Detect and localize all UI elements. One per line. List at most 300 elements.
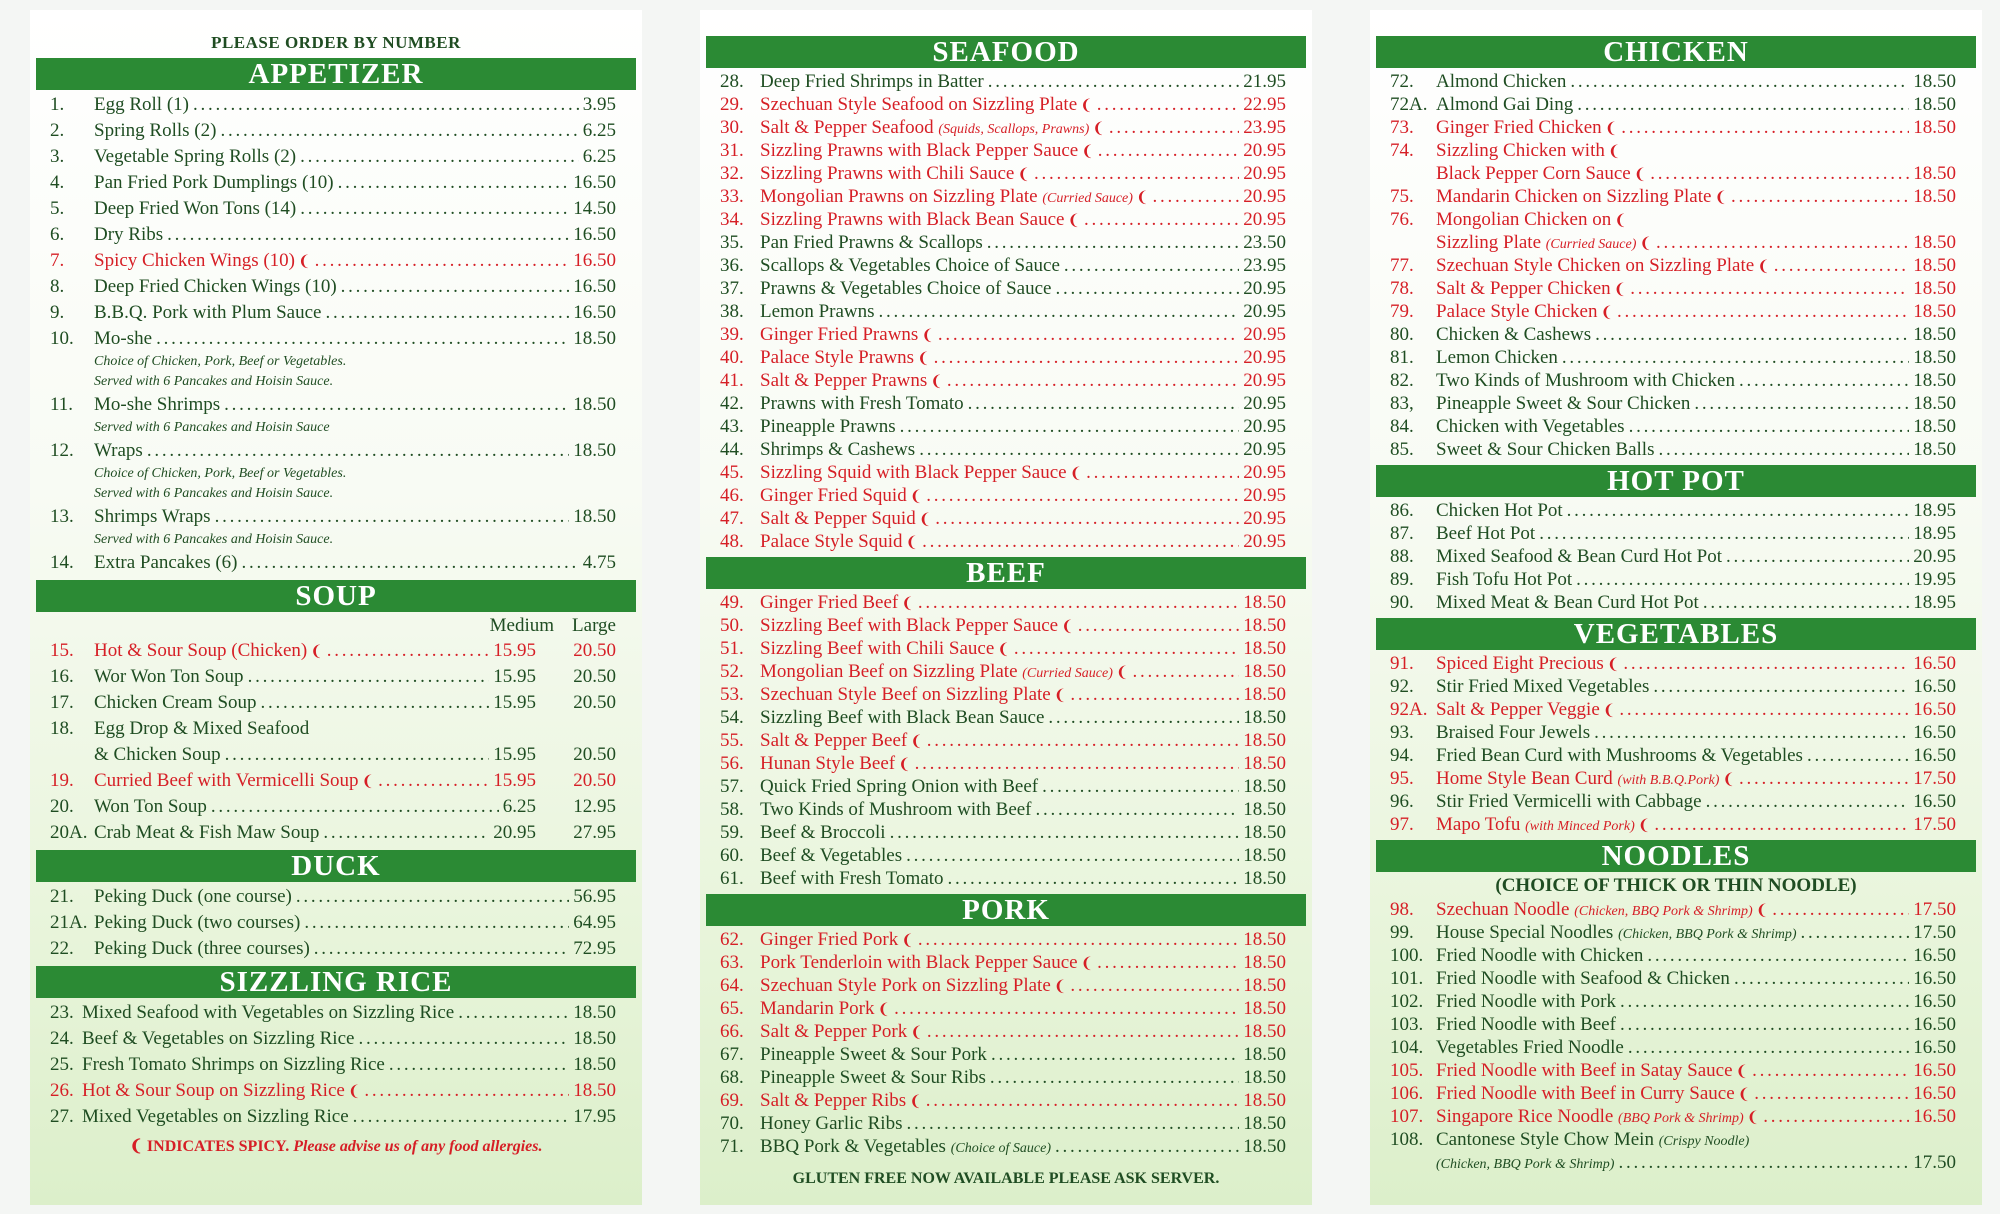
- chili-pepper-icon: ❨: [1614, 213, 1627, 229]
- item-name: Szechuan Style Beef on Sizzling Plate: [760, 684, 1051, 705]
- leader-dots: [211, 794, 499, 820]
- chili-pepper-icon: ❨: [1115, 665, 1129, 681]
- menu-item: [720, 162, 1286, 185]
- menu-item: [50, 768, 616, 794]
- leader-dots: [1628, 1036, 1909, 1059]
- item-number: 86.: [1390, 500, 1414, 521]
- leader-dots: [220, 118, 578, 144]
- item-name: Fried Bean Curd with Mushrooms & Vegetables: [1436, 745, 1803, 766]
- item-number: 87.: [1390, 523, 1414, 544]
- chili-pepper-icon: ❨: [1604, 121, 1618, 137]
- item-name: Home Style Bean Curd: [1436, 768, 1613, 789]
- menu-item: [1390, 277, 1956, 300]
- item-name: Wor Won Ton Soup: [94, 666, 244, 687]
- item-number: 8.: [50, 276, 65, 297]
- item-name: Beef & Vegetables: [760, 845, 903, 866]
- item-number: 42.: [720, 393, 744, 414]
- chili-pepper-icon: ❨: [1069, 466, 1083, 482]
- item-name: Sizzling Squid with Black Pepper Sauce: [760, 462, 1067, 483]
- section-title-appetizer: APPETIZER: [36, 58, 636, 90]
- item-name-wrap: [760, 729, 923, 752]
- menu-item: [1390, 116, 1956, 139]
- menu-item: [50, 170, 616, 196]
- item-name: Cantonese Style Chow Mein: [1436, 1129, 1654, 1150]
- leader-dots: [225, 742, 490, 768]
- item-number: 64.: [720, 975, 744, 996]
- item-name-wrap: [94, 300, 321, 326]
- item-number: 39.: [720, 324, 744, 345]
- item-name: Salt & Pepper Seafood: [760, 117, 934, 138]
- menu-item: [1390, 1128, 1956, 1151]
- item-number: 21A.: [50, 912, 88, 933]
- price-medium: 15.95: [493, 744, 536, 765]
- item-name-wrap: [82, 1104, 349, 1130]
- item-name: House Special Noodles: [1436, 922, 1614, 943]
- item-name: Pork Tenderloin with Black Pepper Sauce: [760, 952, 1078, 973]
- seafood-list: [706, 70, 1306, 553]
- item-name: Fried Noodle with Beef in Curry Sauce: [1436, 1083, 1735, 1104]
- item-price: 16.50: [1913, 968, 1956, 989]
- chili-pepper-icon: ❨: [1735, 1064, 1749, 1080]
- item-price: 23.95: [1243, 117, 1286, 138]
- chili-pepper-icon: ❨: [129, 1138, 143, 1155]
- item-name-wrap: [760, 93, 1093, 116]
- menu-item: [720, 93, 1286, 116]
- item-price: 18.50: [1243, 661, 1286, 682]
- chili-pepper-icon: ❨: [910, 1025, 923, 1041]
- item-name-wrap: [94, 768, 374, 794]
- item-name-wrap: [1436, 346, 1558, 369]
- item-name: Deep Fried Shrimps in Batter: [760, 71, 984, 92]
- item-name: Fried Noodle with Beef: [1436, 1014, 1616, 1035]
- item-name-wrap: [94, 392, 220, 418]
- menu-item: [720, 116, 1286, 139]
- item-number: 94.: [1390, 745, 1414, 766]
- section-title-noodles: NOODLES: [1376, 840, 1976, 872]
- item-name-wrap: [760, 484, 922, 507]
- item-price: 18.50: [1913, 416, 1956, 437]
- item-name-wrap: [760, 369, 943, 392]
- item-name: Chicken Cream Soup: [94, 692, 257, 713]
- item-name-wrap: [760, 867, 944, 890]
- item-price: 16.50: [1913, 1060, 1956, 1081]
- item-number: 58.: [720, 799, 744, 820]
- item-price: 18.50: [1243, 975, 1286, 996]
- item-name: Sizzling Chicken with: [1436, 140, 1605, 161]
- item-price: 18.50: [1913, 347, 1956, 368]
- menu-item: [50, 300, 616, 326]
- item-price: 18.50: [1243, 868, 1286, 889]
- item-price: 16.50: [573, 250, 616, 271]
- item-name-wrap: [94, 326, 152, 352]
- item-name-wrap: [94, 504, 211, 530]
- item-price: 18.50: [573, 1028, 616, 1049]
- menu-item: [720, 821, 1286, 844]
- leader-dots: [1618, 1151, 1909, 1174]
- menu-item: [720, 591, 1286, 614]
- item-price: 18.50: [1913, 324, 1956, 345]
- menu-item: [720, 867, 1286, 890]
- item-number: 57.: [720, 776, 744, 797]
- item-name: Mongolian Prawns on Sizzling Plate: [760, 186, 1038, 207]
- menu-item: [1390, 70, 1956, 93]
- item-price: 20.95: [1243, 347, 1286, 368]
- menu-item: [1390, 323, 1956, 346]
- leader-dots: [1754, 1082, 1909, 1105]
- item-price: 20.95: [1243, 140, 1286, 161]
- item-name-wrap: [94, 118, 216, 144]
- chili-pepper-icon: ❨: [901, 933, 914, 949]
- item-name: Pineapple Sweet & Sour Chicken: [1436, 393, 1691, 414]
- soup-large-label: Large: [572, 615, 616, 636]
- menu-item: [720, 951, 1286, 974]
- chili-pepper-icon: ❨: [1737, 1087, 1751, 1103]
- item-name-wrap: [1436, 369, 1735, 392]
- menu-item: [50, 504, 616, 530]
- item-price: 16.50: [1913, 722, 1956, 743]
- item-name: Two Kinds of Mushroom with Beef: [760, 799, 1032, 820]
- leader-dots: [300, 196, 569, 222]
- item-name: Salt & Pepper Ribs: [760, 1090, 907, 1111]
- leader-dots: [1654, 813, 1909, 836]
- leader-dots: [300, 144, 579, 170]
- item-number: 81.: [1390, 347, 1414, 368]
- item-name: Fried Noodle with Seafood & Chicken: [1436, 968, 1730, 989]
- item-number: 25.: [50, 1054, 74, 1075]
- item-number: 6.: [50, 224, 65, 245]
- beef-list: [706, 591, 1306, 890]
- item-number: 62.: [720, 929, 744, 950]
- item-note: (Curried Sauce): [1545, 237, 1637, 252]
- item-number: 65.: [720, 998, 744, 1019]
- item-name: Salt & Pepper Prawns: [760, 370, 928, 391]
- item-number: 88.: [1390, 546, 1414, 567]
- item-number: 90.: [1390, 592, 1414, 613]
- leader-dots: [1656, 231, 1909, 254]
- item-name-wrap: [94, 248, 311, 274]
- item-description: Served with 6 Pancakes and Hoisin Sauce: [94, 420, 330, 435]
- item-number: 60.: [720, 845, 744, 866]
- section-title-beef: BEEF: [706, 557, 1306, 589]
- item-number: 7.: [50, 250, 65, 271]
- item-name: Sweet & Sour Chicken Balls: [1436, 439, 1655, 460]
- item-name: Shrimps Wraps: [94, 506, 211, 527]
- item-name: Palace Style Squid: [760, 531, 903, 552]
- chili-pepper-icon: ❨: [1080, 956, 1094, 972]
- item-name-wrap: [1436, 231, 1652, 254]
- menu-item: [1390, 438, 1956, 461]
- menu-item: [720, 683, 1286, 706]
- item-number: 95.: [1390, 768, 1414, 789]
- item-price: 19.95: [1913, 569, 1956, 590]
- item-number: 97.: [1390, 814, 1414, 835]
- item-price: 16.50: [573, 172, 616, 193]
- price-large: 27.95: [573, 822, 616, 843]
- item-name-wrap: [1436, 522, 1535, 545]
- chili-pepper-icon: ❨: [1722, 772, 1735, 788]
- price-large: 20.50: [573, 640, 616, 661]
- item-price: 16.50: [1913, 791, 1956, 812]
- leader-dots: [1153, 185, 1240, 208]
- menu-item: [50, 1078, 616, 1104]
- item-price: 18.50: [573, 328, 616, 349]
- menu-item: [1390, 545, 1956, 568]
- item-price: 18.95: [1913, 592, 1956, 613]
- item-name: Two Kinds of Mushroom with Chicken: [1436, 370, 1735, 391]
- price-medium: 6.25: [502, 796, 536, 817]
- menu-item: [1390, 898, 1956, 921]
- item-name-wrap: [1436, 1105, 1759, 1128]
- leader-dots: [927, 729, 1239, 752]
- leader-dots: [315, 248, 570, 274]
- item-number: 69.: [720, 1090, 744, 1111]
- item-price: 20.95: [1243, 485, 1286, 506]
- chili-pepper-icon: ❨: [1639, 236, 1652, 252]
- leader-dots: [915, 752, 1240, 775]
- price-large: 20.50: [573, 770, 616, 791]
- item-name: Palace Style Prawns: [760, 347, 915, 368]
- item-name: Sizzling Prawns with Chili Sauce: [760, 163, 1015, 184]
- menu-item: [1390, 499, 1956, 522]
- item-price: 16.50: [1913, 945, 1956, 966]
- item-name: Prawns & Vegetables Choice of Sauce: [760, 278, 1052, 299]
- item-price: 18.50: [1243, 952, 1286, 973]
- leader-dots: [242, 550, 579, 576]
- item-price: 18.50: [1243, 799, 1286, 820]
- item-name-wrap: [94, 936, 310, 962]
- chili-pepper-icon: ❨: [997, 642, 1010, 658]
- item-name: Stir Fried Vermicelli with Cabbage: [1436, 791, 1702, 812]
- leader-dots: [1650, 162, 1909, 185]
- item-name-wrap: [1436, 790, 1702, 813]
- noodles-list: [1376, 898, 1976, 1174]
- item-number: 101.: [1390, 968, 1424, 989]
- item-number: 4.: [50, 172, 65, 193]
- chili-pepper-icon: ❨: [298, 254, 311, 270]
- item-number: 34.: [720, 209, 744, 230]
- menu-item: [1390, 162, 1956, 185]
- item-price: 18.50: [573, 1002, 616, 1023]
- item-name-wrap: [760, 162, 1030, 185]
- item-price: 18.50: [1913, 71, 1956, 92]
- item-number: 85.: [1390, 439, 1414, 460]
- leader-dots: [918, 591, 1239, 614]
- leader-dots: [1620, 1013, 1909, 1036]
- menu-item: [50, 222, 616, 248]
- item-description: Served with 6 Pancakes and Hoisin Sauce.: [94, 374, 334, 389]
- leader-dots: [879, 300, 1240, 323]
- menu-item: [720, 208, 1286, 231]
- item-price: 18.50: [1913, 186, 1956, 207]
- leader-dots: [926, 1089, 1239, 1112]
- leader-dots: [938, 323, 1239, 346]
- menu-item: [720, 438, 1286, 461]
- menu-item: [720, 660, 1286, 683]
- item-price: 18.50: [1243, 730, 1286, 751]
- menu-item: [50, 664, 616, 690]
- item-name-wrap: [1436, 675, 1649, 698]
- item-name: Fresh Tomato Shrimps on Sizzling Rice: [82, 1054, 385, 1075]
- item-number: 77.: [1390, 255, 1414, 276]
- item-name-wrap: [94, 884, 292, 910]
- leader-dots: [1807, 744, 1909, 767]
- item-name: Mapo Tofu: [1436, 814, 1521, 835]
- item-number: 23.: [50, 1002, 74, 1023]
- item-price: 18.50: [573, 394, 616, 415]
- item-name: Pineapple Sweet & Sour Ribs: [760, 1067, 986, 1088]
- item-name: Hot & Sour Soup on Sizzling Rice: [82, 1080, 345, 1101]
- item-name-wrap: [760, 1112, 902, 1135]
- item-name-wrap: [760, 530, 918, 553]
- item-price: 17.50: [1913, 768, 1956, 789]
- section-title-chicken: CHICKEN: [1376, 36, 1976, 68]
- leader-dots: [1752, 1059, 1909, 1082]
- leader-dots: [1619, 698, 1909, 721]
- item-number: 9.: [50, 302, 65, 323]
- item-number: 38.: [720, 301, 744, 322]
- item-name-wrap: [94, 550, 238, 576]
- menu-item: [720, 637, 1286, 660]
- item-name-wrap: [760, 277, 1051, 300]
- item-name-wrap: [1436, 898, 1768, 921]
- chili-pepper-icon: ❨: [1053, 979, 1067, 995]
- leader-dots: [156, 326, 569, 352]
- item-name-wrap: [1436, 208, 1627, 231]
- item-price: 18.95: [1913, 500, 1956, 521]
- chili-pepper-icon: ❨: [1053, 688, 1067, 704]
- menu-item: [720, 775, 1286, 798]
- item-price: 14.50: [573, 198, 616, 219]
- item-name: Mixed Vegetables on Sizzling Rice: [82, 1106, 349, 1127]
- item-name-wrap: [1436, 591, 1699, 614]
- chili-pepper-icon: ❨: [1757, 259, 1770, 275]
- item-note: (Curried Sauce): [1022, 666, 1113, 681]
- item-price: 20.95: [1243, 416, 1286, 437]
- leader-dots: [378, 768, 489, 794]
- price-medium: 15.95: [493, 640, 536, 661]
- item-name: Mixed Meat & Bean Curd Hot Pot: [1436, 592, 1699, 613]
- vegetables-list: [1376, 652, 1976, 836]
- item-name-wrap: [1436, 990, 1616, 1013]
- item-name: Stir Fried Mixed Vegetables: [1436, 676, 1650, 697]
- item-name: Spiced Eight Precious: [1436, 653, 1604, 674]
- item-number: 50.: [720, 615, 744, 636]
- leader-dots: [1034, 162, 1239, 185]
- menu-item: [720, 928, 1286, 951]
- item-name-wrap: [760, 1066, 986, 1089]
- item-name-wrap: [760, 614, 1074, 637]
- item-name: Mongolian Beef on Sizzling Plate: [760, 661, 1018, 682]
- item-name: Mixed Seafood & Bean Curd Hot Pot: [1436, 546, 1723, 567]
- chili-pepper-icon: ❨: [921, 328, 934, 344]
- leader-dots: [1070, 974, 1239, 997]
- item-price: 64.95: [573, 912, 616, 933]
- appetizer-list: [36, 92, 636, 576]
- item-number: 19.: [50, 770, 74, 791]
- item-name: Crab Meat & Fish Maw Soup: [94, 822, 320, 843]
- item-number: 104.: [1390, 1037, 1424, 1058]
- leader-dots: [948, 867, 1240, 890]
- item-name-wrap: [760, 928, 914, 951]
- item-price: 16.50: [573, 276, 616, 297]
- item-price: 18.50: [1243, 1021, 1286, 1042]
- item-price: 4.75: [582, 552, 616, 573]
- menu-column-3: [1376, 32, 1976, 1174]
- menu-item: [1390, 522, 1956, 545]
- leader-dots: [1097, 951, 1239, 974]
- leader-dots: [926, 484, 1239, 507]
- item-number: 5.: [50, 198, 65, 219]
- item-name: Mo-she: [94, 328, 153, 349]
- menu-item: [1390, 698, 1956, 721]
- item-price: 18.50: [573, 506, 616, 527]
- item-number: 73.: [1390, 117, 1414, 138]
- chili-pepper-icon: ❨: [1135, 190, 1149, 206]
- item-number: 99.: [1390, 922, 1414, 943]
- menu-item: [1390, 1105, 1956, 1128]
- item-price: 18.50: [1913, 232, 1956, 253]
- menu-item: [1390, 254, 1956, 277]
- menu-item: [720, 706, 1286, 729]
- item-price: 20.95: [1243, 186, 1286, 207]
- item-name-wrap: [1436, 813, 1650, 836]
- leader-dots: [1576, 568, 1909, 591]
- item-name: Egg Roll (1): [94, 94, 189, 115]
- item-number: 70.: [720, 1113, 744, 1134]
- leader-dots: [341, 274, 570, 300]
- item-name: Deep Fried Won Tons (14): [94, 198, 297, 219]
- leader-dots: [987, 231, 1240, 254]
- item-price: 18.50: [1243, 929, 1286, 950]
- item-number: 80.: [1390, 324, 1414, 345]
- item-price: 20.95: [1243, 370, 1286, 391]
- item-number: 28.: [720, 71, 744, 92]
- item-number: 26.: [50, 1080, 74, 1101]
- item-name: Chicken with Vegetables: [1436, 416, 1625, 437]
- item-name-wrap: [760, 300, 875, 323]
- gluten-free-note: GLUTEN FREE NOW AVAILABLE PLEASE ASK SERVER.: [792, 1170, 1220, 1187]
- chili-pepper-icon: ❨: [930, 374, 943, 390]
- menu-item: [720, 277, 1286, 300]
- item-name-wrap: [760, 637, 1010, 660]
- item-name-wrap: [94, 742, 221, 768]
- chili-pepper-icon: ❨: [918, 512, 932, 528]
- leader-dots: [389, 1052, 569, 1078]
- menu-item: [720, 530, 1286, 553]
- item-price: 20.95: [1243, 393, 1286, 414]
- item-price: 16.50: [1913, 1083, 1956, 1104]
- chili-pepper-icon: ❨: [1017, 167, 1030, 183]
- menu-item: [720, 752, 1286, 775]
- item-name: Egg Drop & Mixed Seafood: [94, 718, 310, 739]
- item-name: Ginger Fried Pork: [760, 929, 899, 950]
- item-name-wrap: [1436, 1082, 1750, 1105]
- section-title-soup: SOUP: [36, 580, 636, 612]
- item-name-wrap: [94, 910, 300, 936]
- menu-item: [1390, 652, 1956, 675]
- item-number: 20.: [50, 796, 74, 817]
- leader-dots: [1064, 254, 1239, 277]
- item-price: 18.50: [1243, 638, 1286, 659]
- chili-pepper-icon: ❨: [909, 1094, 922, 1110]
- item-number: 89.: [1390, 569, 1414, 590]
- item-price: 17.50: [1913, 814, 1956, 835]
- menu-item: [1390, 1059, 1956, 1082]
- item-name: Scallops & Vegetables Choice of Sauce: [760, 255, 1060, 276]
- item-name-wrap: [94, 664, 244, 690]
- item-number: 59.: [720, 822, 744, 843]
- chili-pepper-icon: ❨: [917, 351, 930, 367]
